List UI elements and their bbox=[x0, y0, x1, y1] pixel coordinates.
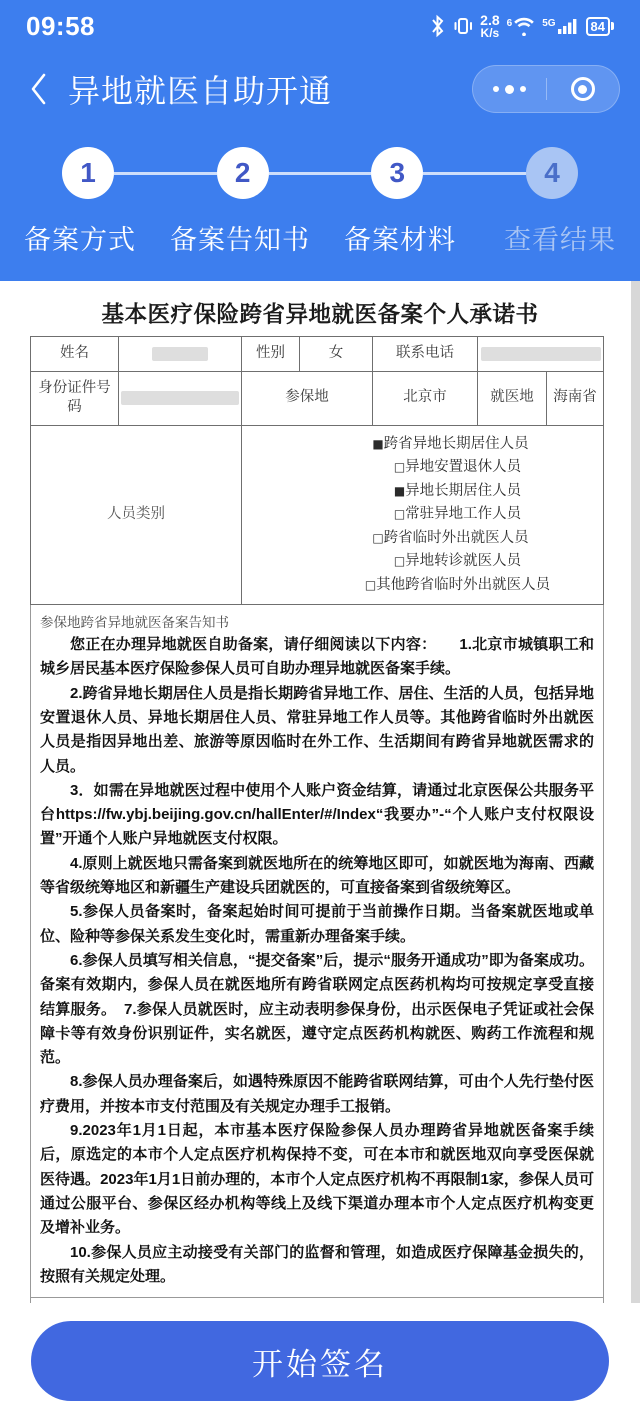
cell-value-insured-place: 北京市 bbox=[373, 371, 478, 425]
footer-bar bbox=[0, 1303, 640, 1422]
table-row bbox=[31, 337, 604, 372]
stepper-labels-row bbox=[0, 218, 640, 257]
status-bar-clock: 09:58 bbox=[26, 10, 95, 41]
status-bar bbox=[0, 0, 640, 52]
status-bar-icons bbox=[429, 13, 614, 39]
battery-body bbox=[586, 17, 610, 36]
category-option-label: 跨省异地长期居住人员 bbox=[383, 435, 529, 452]
cell-value-gender: 女 bbox=[300, 337, 373, 372]
document-scrollbar[interactable] bbox=[631, 281, 640, 1303]
document-scroll-area[interactable] bbox=[0, 281, 640, 1303]
checkbox-unchecked-icon: □ bbox=[393, 460, 406, 475]
document-content bbox=[0, 281, 640, 1303]
checkbox-unchecked-icon: □ bbox=[372, 530, 384, 545]
stepper-label-4: 查看结果 bbox=[504, 225, 616, 255]
cell-label-category: 人员类别 bbox=[31, 425, 242, 604]
page-title: 异地就医自助开通 bbox=[68, 73, 333, 109]
cell-label-gender: 性别 bbox=[242, 337, 300, 372]
stepper-circle-4[interactable]: 4 bbox=[526, 147, 578, 199]
notice-paragraph: 8.参保人员办理备案后，如遇特殊原因不能跨省联网结算，可由个人先行垫付医疗费用，并按本市支付范围及有关规定办理手工报销。 bbox=[40, 1073, 594, 1115]
category-option-label: 常驻异地工作人员 bbox=[405, 506, 522, 523]
cell-label-name: 姓名 bbox=[31, 337, 119, 372]
wifi-indicator bbox=[507, 16, 536, 36]
cell-label-phone: 联系电话 bbox=[373, 337, 478, 372]
category-option[interactable] bbox=[300, 433, 601, 456]
start-signature-button[interactable]: 开始签名 bbox=[31, 1321, 609, 1401]
category-option-label: 异地转诊就医人员 bbox=[405, 553, 522, 570]
stepper-label-1: 备案方式 bbox=[24, 225, 136, 255]
back-button[interactable] bbox=[22, 69, 56, 109]
notice-paragraph: 3．如需在异地就医过程中使用个人账户资金结算，请通过北京医保公共服务平台https://fw.ybj.beijing.gov.cn/hallEnter/#/Index“我要办”-“个人账户支付权限设置”开通个人账户异地就医支付权限。 bbox=[40, 781, 594, 848]
stepper-circle-2[interactable]: 2 bbox=[217, 147, 269, 199]
applicant-info-table bbox=[30, 336, 604, 605]
more-dots-icon bbox=[493, 85, 526, 94]
notice-paragraph: 2.跨省异地长期居住人员是指长期跨省异地工作、居住、生活的人员，包括异地安置退休人员、异地长期居住人员、常驻异地工作人员等。其他跨省临时外出就医人员是指因异地出差、旅游等原因临时在外工作、生活期间有跨省异地就医需求的人员。 bbox=[40, 684, 594, 775]
cell-value-id bbox=[119, 371, 242, 425]
cell-value-treat-place: 海南省 bbox=[547, 371, 604, 425]
notice-heading: 参保地跨省异地就医备案告知书 bbox=[40, 615, 229, 631]
stepper-connector-3 bbox=[423, 172, 526, 175]
category-option-label: 异地长期居住人员 bbox=[405, 482, 522, 499]
cellular-indicator bbox=[542, 16, 578, 36]
battery-indicator bbox=[586, 17, 614, 36]
progress-stepper bbox=[0, 142, 640, 262]
cell-value-phone bbox=[478, 337, 604, 372]
redacted-name bbox=[152, 347, 208, 361]
network-speed-indicator bbox=[480, 13, 499, 39]
wifi-icon bbox=[513, 16, 535, 36]
wifi-generation-label: 6 bbox=[506, 18, 513, 29]
document-title: 基本医疗保险跨省异地就医备案个人承诺书 bbox=[101, 302, 539, 327]
category-option[interactable] bbox=[300, 574, 601, 597]
network-generation-label: 5G bbox=[542, 18, 556, 29]
notice-paragraph: 10.参保人员应主动接受有关部门的监督和管理，如造成医疗保障基金损失的，按照有关规定处理。 bbox=[40, 1243, 594, 1285]
app-header bbox=[0, 0, 640, 281]
category-option[interactable] bbox=[300, 527, 601, 550]
capsule-more-button[interactable] bbox=[473, 66, 546, 112]
notice-paragraph: 5.参保人员备案时，备案起始时间可提前于当前操作日期。当备案就医地或单位、险种等参保关系发生变化时，需重新办理备案手续。 bbox=[40, 903, 594, 945]
target-center-dot bbox=[578, 85, 587, 94]
bluetooth-icon bbox=[429, 14, 446, 38]
network-speed-unit: K/s bbox=[480, 26, 500, 40]
category-option[interactable] bbox=[300, 550, 601, 573]
notice-paragraph: 6.参保人员填写相关信息，“提交备案”后，提示“服务开通成功”即为备案成功。备案有效期内，参保人员在就医地所有跨省联网定点医药机构均可按规定享受直接结算服务。 7.参保人员就医时，应主动表明参保身份，出示医保电子凭证或社会保障卡等有效身份识别证件，实名就医，遵守定点医药机构就医、购药工作流程和规范。 bbox=[40, 951, 594, 1067]
navigation-bar bbox=[0, 58, 640, 120]
table-row bbox=[31, 425, 604, 604]
stepper-label-2: 备案告知书 bbox=[170, 225, 310, 255]
cell-label-treat-place: 就医地 bbox=[478, 371, 547, 425]
network-speed-value: 2.8 bbox=[480, 12, 500, 28]
category-option[interactable] bbox=[300, 503, 601, 526]
redacted-id-number bbox=[121, 391, 239, 405]
cell-label-insured-place: 参保地 bbox=[242, 371, 373, 425]
stepper-connector-1 bbox=[114, 172, 217, 175]
cell-label-id-text: 身份证件号码 bbox=[38, 379, 111, 416]
battery-level-label: 84 bbox=[590, 18, 605, 34]
checkbox-unchecked-icon: □ bbox=[393, 507, 406, 522]
stepper-circle-1[interactable]: 1 bbox=[62, 147, 114, 199]
table-row bbox=[31, 371, 604, 425]
stepper-circle-3[interactable]: 3 bbox=[371, 147, 423, 199]
stepper-connector-2 bbox=[269, 172, 372, 175]
notice-paragraph: 4.原则上就医地只需备案到就医地所在的统筹地区即可，如就医地为海南、西藏等省级统筹地区和新疆生产建设兵团就医的，可直接备案到省级统筹区。 bbox=[40, 854, 594, 897]
notice-section bbox=[30, 605, 604, 1298]
category-option[interactable] bbox=[300, 456, 601, 479]
target-circle-icon bbox=[571, 77, 595, 101]
category-option[interactable] bbox=[300, 480, 601, 503]
category-option-label: 异地安置退休人员 bbox=[405, 459, 522, 476]
notice-paragraph: 您正在办理异地就医自助备案，请仔细阅读以下内容： 1.北京市城镇职工和城乡居民基本医疗保险参保人员可自助办理异地就医备案手续。 bbox=[40, 636, 594, 678]
checkbox-checked-icon: ■ bbox=[372, 436, 384, 451]
capsule-close-button[interactable] bbox=[547, 66, 620, 112]
category-option-label: 跨省临时外出就医人员 bbox=[383, 529, 529, 546]
battery-cap bbox=[611, 22, 614, 30]
checkbox-checked-icon: ■ bbox=[393, 483, 406, 498]
vibrate-icon bbox=[453, 14, 473, 38]
notice-paragraph: 9.2023年1月1日起，本市基本医疗保险参保人员办理跨省异地就医备案手续后，原选定的本市个人定点医疗机构保持不变，可在本市和就医地双向享受医保就医待遇。2023年1月1日前办理的，本市个人定点医疗机构不再限制1家，参保人员可通过公服平台、参保区经办机构等线上及线下渠道办理本市个人定点医疗机构变更及增补业务。 bbox=[40, 1122, 594, 1237]
checkbox-unchecked-icon: □ bbox=[364, 577, 377, 592]
miniprogram-capsule bbox=[472, 65, 620, 113]
cell-label-id bbox=[31, 371, 119, 425]
stepper-label-3: 备案材料 bbox=[344, 225, 456, 255]
category-option-label: 其他跨省临时外出就医人员 bbox=[376, 576, 551, 593]
cell-value-category-options bbox=[242, 425, 604, 604]
cell-value-name bbox=[119, 337, 242, 372]
checkbox-unchecked-icon: □ bbox=[393, 554, 406, 569]
stepper-circles-row bbox=[0, 142, 640, 204]
chevron-left-icon bbox=[29, 72, 49, 106]
redacted-phone bbox=[481, 347, 601, 361]
cellular-signal-icon bbox=[557, 16, 579, 36]
